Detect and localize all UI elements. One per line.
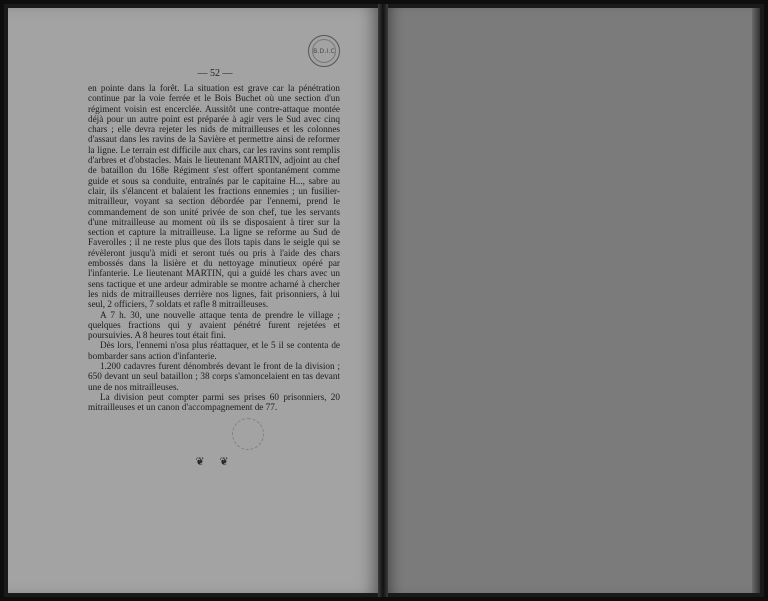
ornament-fleurons: ❦ ❦ xyxy=(195,456,235,468)
paragraph-1: en pointe dans la forêt. La situation est grave car la pénétration continue par la voie ferrée et le Bois Buchet où une section d'un régiment voisin est encerclée. Aussitôt une contre-attaque montée déjà pour un autre point est préparée à agir vers le Sud avec cinq chars ; elle devra rejeter les nids de mitrailleuses et les colonnes d'assaut dans les ravins de la Savière et permettre ainsi de reformer la ligne. Le terrain est difficile aux chars, car les ravins sont remplis d'arbres et d'obstacles. Mais le lieutenant MARTIN, adjoint au chef de bataillon du 168e Régiment s'est offert spontanément comme guide et sous sa conduite, entraînés par le capitaine H..., sabre au clair, ils s'élancent et balaient les fractions ennemies ; un fusilier-mitrailleur, voyant sa section débordée par l'ennemi, prend le commandement de son unité privée de son chef, tue les servants d'une mitrailleuse au moment où ils se disposaient à tirer sur la section et capture la mitrailleuse. La ligne se reforme au Sud de Faverolles ; il ne reste plus que des îlots tapis dans le seigle qui se révèleront jusqu'à midi et seront tués ou pris à l'aide des chars embossés dans la lisière et du nettoyage minutieux opéré par l'infanterie. Le lieutenant MARTIN, qui a guidé les chars avec un sens tactique et une ardeur admirable se montre acharné à chercher les nids de mitrailleuses derrière nos lignes, fait prisonniers, à lui seul, 2 officiers, 7 soldats et rafle 8 mitrailleuses. xyxy=(88,83,340,310)
paragraph-3: Dès lors, l'ennemi n'osa plus réattaquer, et le 5 il se contenta de bombarder sans action d'infanterie. xyxy=(88,340,340,361)
right-page-edge xyxy=(752,8,760,593)
library-stamp xyxy=(308,35,340,67)
right-page-blank xyxy=(388,8,760,593)
page-number: — 52 — xyxy=(197,68,233,79)
body-text xyxy=(88,83,340,413)
stamp-inner-ring xyxy=(312,39,336,63)
faint-stamp-mark xyxy=(232,418,264,450)
book-gutter xyxy=(378,4,388,597)
paragraph-2: A 7 h. 30, une nouvelle attaque tenta de prendre le village ; quelques fractions qui y avaient pénétré furent rejetées et poursuivies. A 8 heures tout était fini. xyxy=(88,309,340,341)
paragraph-4: 1.200 cadavres furent dénombrés devant le front de la division ; 650 devant un seul bataillon ; 38 corps s'amoncelaient en tas devant une de nos mitrailleuses. xyxy=(88,361,340,392)
stamp-text: B.D.I.C xyxy=(313,47,335,55)
paragraph-5: La division peut compter parmi ses prises 60 prisonniers, 20 mitrailleuses et un canon d'accompagnement de 77. xyxy=(88,391,340,413)
